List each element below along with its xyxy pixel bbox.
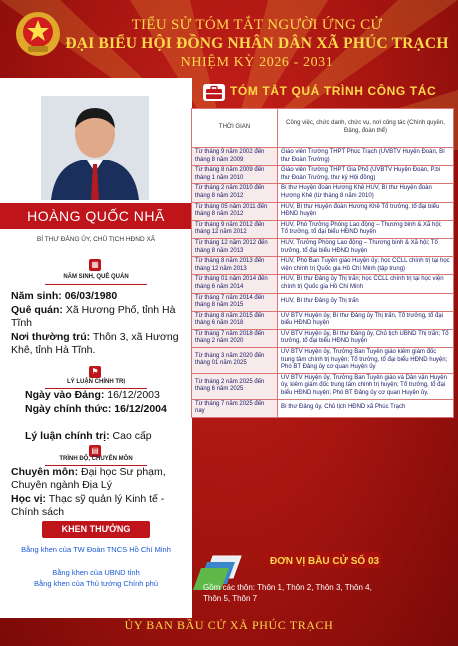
bio-theory: Lý luận chính trị: Cao cấp [25, 430, 152, 442]
career-description-cell: UV BTV Huyện ủy, Bí thư Đảng ủy Thị trấn, Tổ trưởng, tổ đại biểu HĐND huyện [278, 311, 454, 329]
table-row [192, 184, 454, 202]
section-education: TRÌNH ĐỘ, CHUYÊN MÔN [59, 456, 133, 462]
bio-major: Chuyên môn: Đại học Sư phạm, Chuyên ngành Địa Lý [11, 466, 166, 491]
table-row [192, 311, 454, 329]
table-row [192, 329, 454, 347]
career-time-cell: Từ tháng 9 năm 2012 đến tháng 12 năm 2012 [192, 220, 278, 238]
district-description: Gồm các thôn: Thôn 1, Thôn 2, Thôn 3, Thôn 4, Thôn 5, Thôn 7 [203, 583, 372, 603]
bio-party-join: Ngày vào Đảng: 16/12/2003 [25, 389, 160, 401]
career-description-cell: HUV, Bí thư Đảng ủy Thị trấn [278, 293, 454, 311]
career-time-cell: Từ tháng 2 năm 2025 đến tháng 6 năm 2025 [192, 373, 278, 399]
career-time-cell: Từ tháng 05 năm 2011 đến tháng 8 năm 2012 [192, 202, 278, 220]
career-description-cell: HUV, Bí thư Huyện đoàn Hương Khê Tổ trưởng, tổ đại biểu HĐND huyện [278, 202, 454, 220]
candidate-role: BÍ THƯ ĐẢNG ỦY, CHỦ TỊCH HĐND XÃ [36, 236, 156, 243]
bio-official: Ngày chính thức: 16/12/2004 [25, 403, 167, 415]
career-time-cell: Từ tháng 01 năm 2014 đến tháng 6 năm 2014 [192, 275, 278, 293]
career-time-cell: Từ tháng 8 năm 2015 đến tháng 6 năm 2018 [192, 311, 278, 329]
bio-degree: Học vị: Thạc sỹ quản lý Kinh tế - Chính sách [11, 493, 165, 518]
section-awards: KHEN THƯỞNG [42, 521, 150, 538]
book-icon: ▤ [89, 445, 101, 457]
table-row [192, 238, 454, 256]
district-title: ĐƠN VỊ BẦU CỬ SỐ 03 [270, 556, 380, 567]
award-item: Bằng khen của UBND tỉnh [52, 568, 140, 577]
career-rows [192, 148, 454, 418]
column-header-description: Công việc, chức danh, chức vụ, nơi công tác (Chính quyền, Đảng, đoàn thể) [278, 109, 454, 148]
table-row [192, 148, 454, 166]
career-description-cell: UV BTV Huyện ủy, Bí thư Đảng ủy, Chủ tịch UBND Thị trấn; Tổ trưởng, tổ đại biểu HĐND huyện [278, 329, 454, 347]
table-row [192, 166, 454, 184]
career-description-cell: HUV, Bí thư Đảng ủy Thị trấn; học CCLL chính trị tại học viện chính trị Quốc gia Hồ Chí Minh [278, 275, 454, 293]
career-description-cell: Giáo viên Trường THPT Gia Phố (UVBTV Huyện Đoàn, P.bí thư Đoàn Trường, thư ký Hội đồng) [278, 166, 454, 184]
table-row [192, 348, 454, 374]
table-header-row [192, 109, 454, 148]
divider [45, 284, 147, 285]
career-time-cell: Từ tháng 9 năm 2002 đến tháng 8 năm 2009 [192, 148, 278, 166]
table-row [192, 257, 454, 275]
career-title: TÓM TẮT QUÁ TRÌNH CÔNG TÁC [230, 84, 437, 98]
table-row [192, 399, 454, 417]
national-emblem-icon [14, 10, 62, 58]
header-subtitle: TIỂU SỬ TÓM TẮT NGƯỜI ỨNG CỬ [131, 17, 383, 33]
briefcase-icon [203, 84, 225, 101]
award-item: Bằng khen của Thủ tướng Chính phủ [33, 579, 159, 588]
career-description-cell: Bí thư Đảng ủy, Chủ tịch HĐND xã Phúc Trạch [278, 399, 454, 417]
career-time-cell: Từ tháng 8 năm 2009 đến tháng 1 năm 2010 [192, 166, 278, 184]
candidate-name: HOÀNG QUỐC NHÃ [0, 203, 192, 229]
career-time-cell: Từ tháng 7 năm 2014 đến tháng 8 năm 2015 [192, 293, 278, 311]
header-title: ĐẠI BIỂU HỘI ĐỒNG NHÂN DÂN XÃ PHÚC TRẠCH [65, 35, 449, 52]
portrait-image [41, 96, 149, 200]
career-time-cell: Từ tháng 3 năm 2020 đến tháng 01 năm 2025 [192, 348, 278, 374]
career-description-cell: Giáo viên Trường THPT Phúc Trạch (UVBTV Huyện Đoàn, Bí thư Đoàn Trường) [278, 148, 454, 166]
career-description-cell: HUV, Trưởng Phòng Lao động – Thương binh & Xã hội; Tổ trưởng, tổ đại biểu HĐND huyện [278, 238, 454, 256]
career-time-cell: Từ tháng 12 năm 2012 đến tháng 8 năm 2013 [192, 238, 278, 256]
table-row [192, 293, 454, 311]
table-row [192, 202, 454, 220]
career-time-cell: Từ tháng 8 năm 2013 đến tháng 12 năm 2013 [192, 257, 278, 275]
career-time-cell: Từ tháng 7 năm 2018 đến tháng 2 năm 2020 [192, 329, 278, 347]
candidate-photo [41, 96, 149, 200]
career-description-cell: UV BTV Huyện ủy, Trưởng Ban Tuyên giáo và Dân vận Huyện ủy, kiêm giám đốc trung tâm chính trị huyện; Tổ trưởng, tổ đại biểu HĐND huyện; Phó BT Đảng ủy cơ quan Huyện ủy. [278, 373, 454, 399]
career-description-cell: HUV, Phó Ban Tuyên giáo Huyện ủy; học CCLL chính trị tại học viện chính trị Quốc gia Hồ Chí Minh (tập trung) [278, 257, 454, 275]
career-table [191, 108, 454, 418]
career-description-cell: UV BTV Huyện ủy, Trưởng Ban Tuyên giáo kiêm giám đốc trung tâm chính trị huyện; Tổ trưởng, tổ đại biểu HĐND huyện; Phó BT Đảng ủy cơ quan Huyện ủy [278, 348, 454, 374]
bio-residence: Nơi thường trú: Thôn 3, xã Hương Khê, tỉnh Hà Tĩnh. [11, 331, 179, 356]
table-row [192, 220, 454, 238]
calendar-icon: ▦ [89, 259, 101, 271]
career-description-cell: Bí thư Huyện đoàn Hương Khê HUV, Bí thư Huyện đoàn Hương Khê (từ tháng 8 năm 2010) [278, 184, 454, 202]
career-description-cell: HUV, Phó Trưởng Phòng Lao động – Thương binh & Xã hội; Tổ trưởng, tổ đại biểu HĐND huyện [278, 220, 454, 238]
column-header-time: THỜI GIAN [192, 109, 278, 148]
bio-birth: Năm sinh: 06/03/1980 [11, 290, 118, 302]
flag-icon: ⚑ [89, 366, 101, 378]
section-political: LÝ LUẬN CHÍNH TRỊ [67, 379, 125, 385]
career-time-cell: Từ tháng 2 năm 2010 đến tháng 8 năm 2012 [192, 184, 278, 202]
footer-committee: ỦY BAN BẦU CỬ XÃ PHÚC TRẠCH [124, 618, 334, 632]
header-term: NHIỆM KỲ 2026 - 2031 [180, 55, 334, 70]
bio-home: Quê quán: Xã Hương Phố, tỉnh Hà Tĩnh [11, 304, 176, 329]
career-time-cell: Từ tháng 7 năm 2025 đến nay [192, 399, 278, 417]
table-row [192, 275, 454, 293]
table-row [192, 373, 454, 399]
award-item: Bằng khen của TW Đoàn TNCS Hồ Chí Minh [21, 545, 171, 554]
section-birth-home: NĂM SINH, QUÊ QUÁN [63, 274, 129, 280]
